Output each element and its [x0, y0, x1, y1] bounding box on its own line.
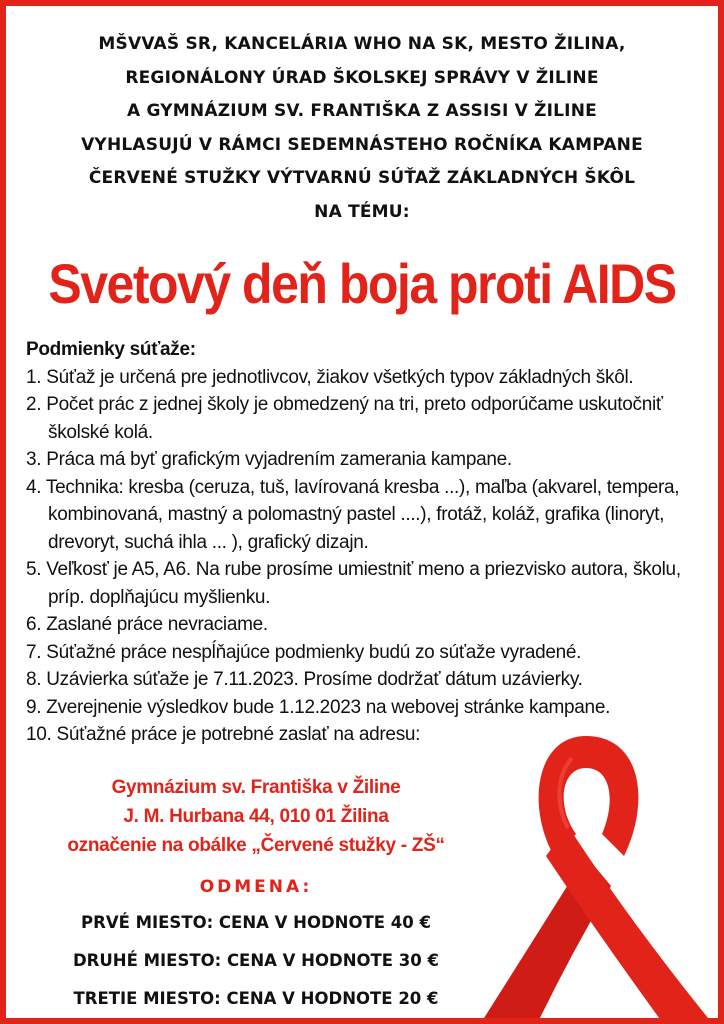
address-street: J. M. Hurbana 44, 010 01 Žilina — [123, 806, 389, 827]
condition-item: 8. Uzávierka súťaže je 7.11.2023. Prosíme dodržať dátum uzávierky. — [26, 669, 583, 690]
reward-heading: ODMENA: — [199, 877, 313, 897]
condition-item: 2. Počet prác z jednej školy je obmedzený na tri, preto odporúčame uskutočniť školské kolá. — [26, 394, 663, 443]
poster-title: Svetový deň boja proti AIDS — [48, 252, 676, 316]
condition-item: 7. Súťažné práce nespĺňajúce podmienky budú zo súťaže vyradené. — [26, 641, 582, 663]
address-school: Gymnázium sv. Františka v Žiline — [111, 777, 401, 798]
condition-item: 1. Súťaž je určená pre jednotlivcov, žiakov všetkých typov základných škôl. — [26, 366, 634, 388]
prize-second: DRUHÉ MIESTO: CENA V HODNOTE 30 € — [72, 951, 439, 970]
prize-third: TRETIE MIESTO: CENA V HODNOTE 20 € — [73, 989, 439, 1008]
header-line: A GYMNÁZIUM SV. FRANTIŠKA Z ASSISI V ŽILINE — [127, 101, 597, 121]
condition-item: 5. Veľkosť je A5, A6. Na rube prosíme umiestniť meno a priezvisko autora, školu, príp. doplňajúcu myšlienku. — [26, 559, 681, 608]
condition-item: 10. Súťažné práce je potrebné zaslať na adresu: — [26, 724, 421, 745]
condition-item: 4. Technika: kresba (ceruza, tuš, lavírovaná kresba ...), maľba (akvarel, tempera, kombinovaná, mastný a polomastný pastel ....), frotáž, koláž, grafika (linoryt, drevoryt, suchá ihla ... ), grafický dizajn. — [26, 476, 680, 553]
red-ribbon-icon — [476, 706, 716, 1024]
organizers-header — [6, 28, 718, 229]
header-line: NA TÉMU: — [314, 201, 410, 222]
condition-item: 9. Zverejnenie výsledkov bude 1.12.2023 na webovej stránke kampane. — [26, 696, 611, 718]
condition-item: 6. Zaslané práce nevraciame. — [26, 614, 268, 635]
address-envelope-note: označenie na obálke „Červené stužky - ZŠ“ — [67, 835, 445, 856]
prize-first: PRVÉ MIESTO: CENA V HODNOTE 40 € — [81, 913, 431, 932]
conditions-list — [26, 364, 686, 749]
header-line: REGIONÁLONY ÚRAD ŠKOLSKEJ SPRÁVY V ŽILINE — [125, 67, 599, 88]
header-line: ČERVENÉ STUŽKY VÝTVARNÚ SÚŤAŽ ZÁKLADNÝCH ŠKÔL — [88, 168, 636, 188]
conditions-section — [26, 336, 686, 749]
header-line: MŠVVAŠ SR, KANCELÁRIA WHO NA SK, MESTO ŽILINA, — [98, 34, 626, 54]
header-line: VYHLASUJÚ V RÁMCI SEDEMNÁSTEHO ROČNÍKA KAMPANE — [81, 134, 643, 155]
conditions-heading: Podmienky súťaže: — [26, 339, 196, 360]
mailing-address — [26, 773, 486, 860]
condition-item: 3. Práca má byť grafickým vyjadrením zamerania kampane. — [26, 449, 512, 470]
